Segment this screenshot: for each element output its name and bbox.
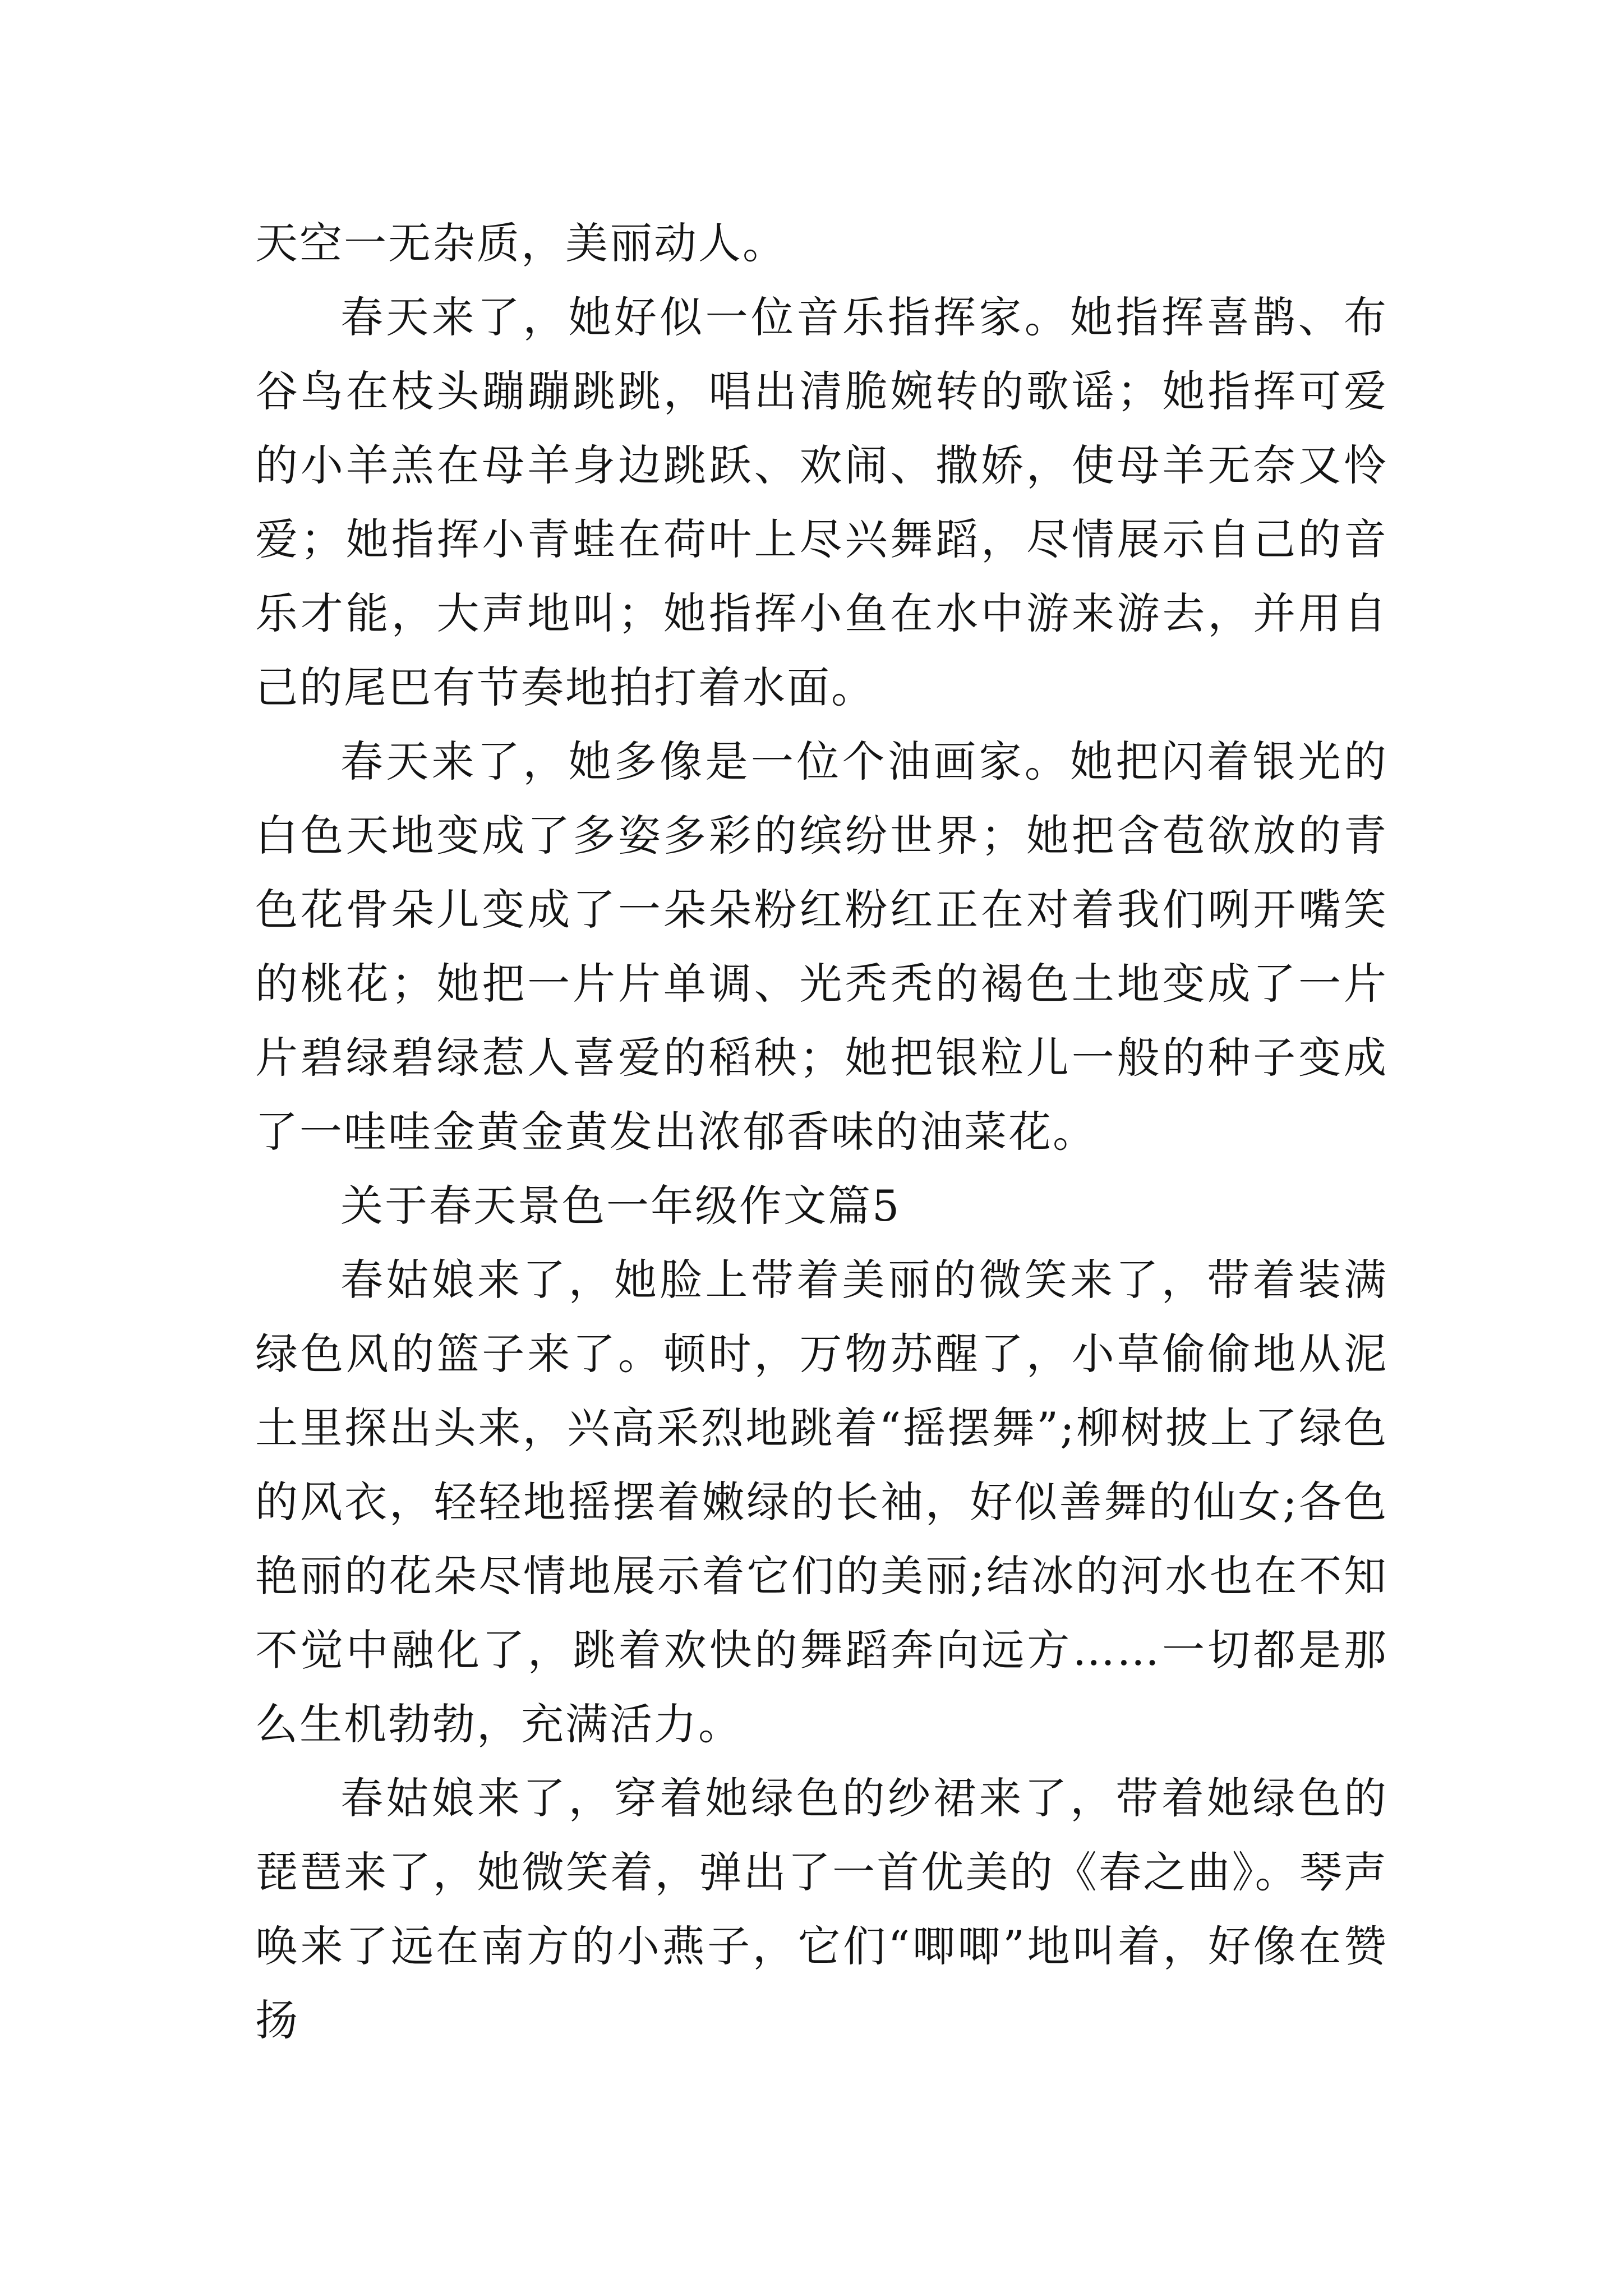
- paragraph-spring-girl-pipa: 春姑娘来了，穿着她绿色的纱裙来了，带着她绿色的琵琶来了，她微笑着，弹出了一首优美的《春之曲》。琴声唤来了远在南方的小燕子，它们“唧唧”地叫着，好像在赞扬: [255, 1773, 1388, 2045]
- paragraph-music-conductor: 春天来了，她好似一位音乐指挥家。她指挥喜鹊、布谷鸟在枝头蹦蹦跳跳，唱出清脆婉转的歌谣；她指挥可爱的小羊羔在母羊身边跳跃、欢闹、撒娇，使母羊无奈又怜爱；她指挥小青蛙在荷叶上尽兴舞蹈，尽情展示自己的音乐才能，大声地叫；她指挥小鱼在水中游来游去，并用自己的尾巴有节奏地拍打着水面。: [255, 292, 1388, 712]
- paragraph-oil-painter: 春天来了，她多像是一位个油画家。她把闪着银光的白色天地变成了多姿多彩的缤纷世界；她把含苞欲放的青色花骨朵儿变成了一朵朵粉红粉红正在对着我们咧开嘴笑的桃花；她把一片片单调、光秃秃的褐色土地变成了一片片碧绿碧绿惹人喜爱的稻秧；她把银粒儿一般的种子变成了一哇哇金黄金黄发出浓郁香味的油菜花。: [255, 737, 1388, 1157]
- paragraph-continuation: 天空一无杂质，美丽动人。: [255, 218, 787, 268]
- document-body: [255, 206, 1388, 2058]
- section-heading: 关于春天景色一年级作文篇5: [340, 1181, 901, 1231]
- paragraph-spring-girl-smile: 春姑娘来了，她脸上带着美丽的微笑来了，带着装满绿色风的篮子来了。顿时，万物苏醒了，小草偷偷地从泥土里探出头来，兴高采烈地跳着“摇摆舞”;柳树披上了绿色的风衣，轻轻地摇摆着嫩绿的长袖，好似善舞的仙女;各色艳丽的花朵尽情地展示着它们的美丽;结冰的河水也在不知不觉中融化了，跳着欢快的舞蹈奔向远方……一切都是那么生机勃勃，充满活力。: [255, 1255, 1388, 1749]
